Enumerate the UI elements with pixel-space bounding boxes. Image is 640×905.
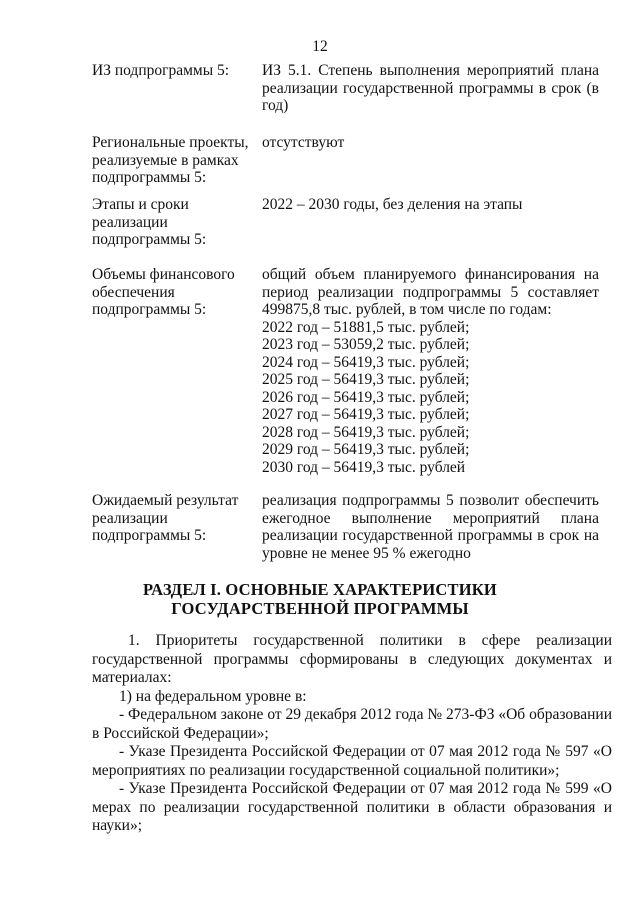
row-value: 2022 – 2030 годы, без деления на этапы bbox=[262, 196, 523, 213]
paragraph: 1. Приоритеты государственной политики в сфере реализации государственной программы сформированы в следующих документах и материалах: bbox=[92, 632, 612, 686]
row-label: Региональные проекты, реализуемые в рамках подпрограммы 5: bbox=[92, 134, 249, 186]
funding-year-line: 2030 год – 56419,3 тыс. рублей bbox=[262, 458, 466, 476]
funding-year-line: 2025 год – 56419,3 тыс. рублей; bbox=[262, 371, 470, 388]
passport-row-regional-projects bbox=[92, 134, 602, 187]
paragraph: - Указе Президента Российской Федерации от 07 мая 2012 года № 599 «О мерах по реализации государственной политики в области образования и науки»; bbox=[92, 780, 612, 834]
funding-year-line: 2022 год – 51881,5 тыс. рублей; bbox=[262, 318, 470, 336]
section-heading-line: ГОСУДАРСТВЕННОЙ ПРОГРАММЫ bbox=[171, 599, 469, 618]
section-heading-line: РАЗДЕЛ I. ОСНОВНЫЕ ХАРАКТЕРИСТИКИ bbox=[143, 580, 497, 599]
passport-row-stages bbox=[92, 196, 602, 249]
section-heading bbox=[0, 580, 640, 618]
row-label: Объемы финансового обеспечения подпрограммы 5: bbox=[92, 266, 235, 318]
funding-year-line: 2027 год – 56419,3 тыс. рублей; bbox=[262, 406, 470, 423]
passport-row-funding bbox=[92, 266, 602, 476]
funding-year-line: 2024 год – 56419,3 тыс. рублей; bbox=[262, 353, 470, 371]
passport-row-indicator bbox=[92, 62, 602, 115]
funding-year-line: 2029 год – 56419,3 тыс. рублей; bbox=[262, 441, 470, 458]
row-value: реализация подпрограммы 5 позволит обеспечить ежегодное выполнение мероприятий плана реализации государственной программы в срок на уровне не менее 95 % ежегодно bbox=[262, 492, 599, 562]
row-value: отсутствуют bbox=[262, 134, 345, 151]
funding-year-line: 2028 год – 56419,3 тыс. рублей; bbox=[262, 423, 470, 441]
row-label: Этапы и сроки реализации подпрограммы 5: bbox=[92, 196, 207, 248]
row-value: ИЗ 5.1. Степень выполнения мероприятий плана реализации государственной программы в срок (в год) bbox=[262, 62, 599, 114]
paragraph: - Указе Президента Российской Федерации от 07 мая 2012 года № 597 «О мероприятиях по реализации государственной социальной политики»; bbox=[92, 743, 612, 779]
row-label: ИЗ подпрограммы 5: bbox=[92, 62, 230, 79]
funding-total-text: общий объем планируемого финансирования на период реализации подпрограммы 5 составляет 499875,8 тыс. рублей, в том числе по годам: bbox=[262, 266, 599, 318]
row-value-funding bbox=[262, 266, 599, 476]
page-number: 12 bbox=[312, 38, 328, 55]
body-text bbox=[92, 632, 612, 836]
row-label: Ожидаемый результат реализации подпрограммы 5: bbox=[92, 492, 239, 544]
funding-year-line: 2023 год – 53059,2 тыс. рублей; bbox=[262, 336, 470, 353]
passport-row-expected-result bbox=[92, 492, 602, 562]
funding-year-line: 2026 год – 56419,3 тыс. рублей; bbox=[262, 388, 470, 406]
paragraph: 1) на федеральном уровне в: bbox=[119, 687, 307, 705]
paragraph: - Федеральном законе от 29 декабря 2012 года № 273-ФЗ «Об образовании в Российской Федерации»; bbox=[92, 706, 612, 742]
